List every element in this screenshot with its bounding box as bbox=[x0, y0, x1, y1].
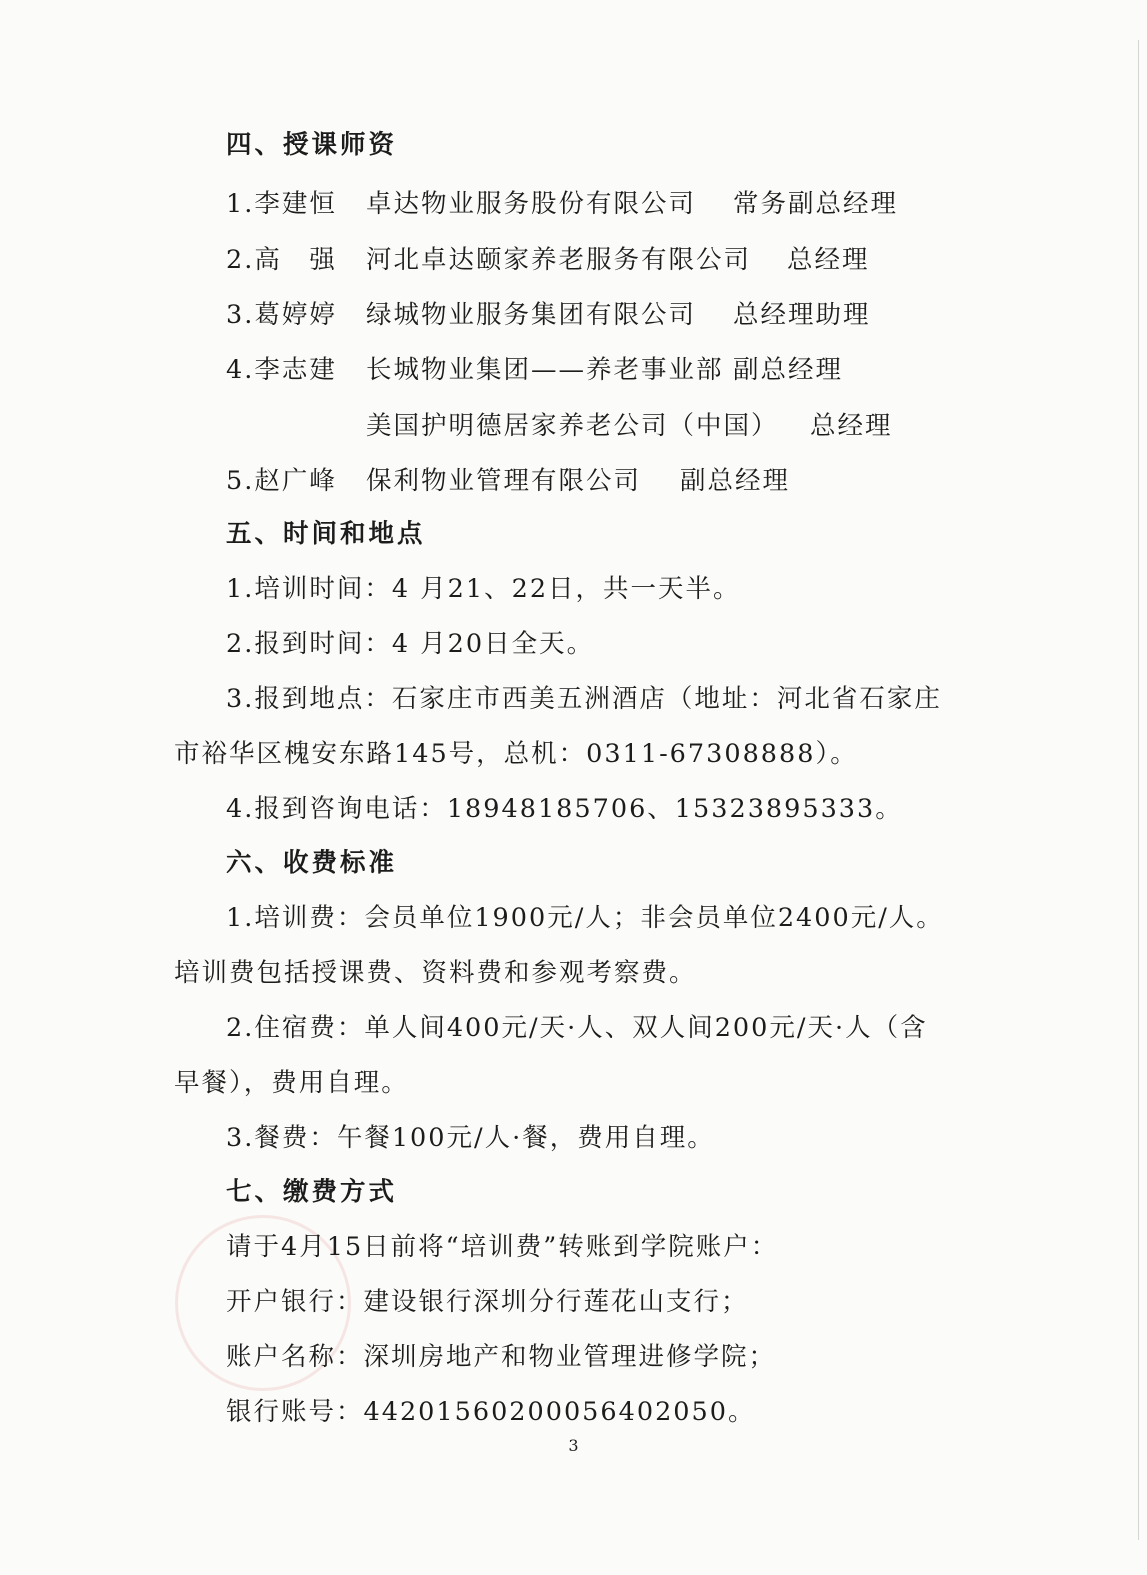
teacher-number: 5.赵广峰 bbox=[226, 466, 337, 496]
teacher-number: 3.葛婷婷 bbox=[226, 300, 337, 330]
teacher-company: 长城物业集团——养老事业部 bbox=[366, 355, 724, 385]
teacher-company: 美国护明德居家养老公司（中国） bbox=[366, 411, 779, 441]
teacher-company: 保利物业管理有限公司 bbox=[366, 466, 642, 496]
teacher-company: 河北卓达颐家养老服务有限公司 bbox=[366, 245, 752, 275]
bank-name: 开户银行：建设银行深圳分行莲花山支行； bbox=[226, 1287, 749, 1317]
account-number: 银行账号：44201560200056402050。 bbox=[226, 1397, 756, 1427]
lodging-fee: 2.住宿费：单人间400元/天·人、双人间200元/天·人（含 bbox=[226, 1013, 928, 1043]
teacher-number: 4.李志建 bbox=[226, 355, 337, 385]
teacher-company: 绿城物业服务集团有限公司 bbox=[366, 300, 697, 330]
section-heading-payment: 七、缴费方式 bbox=[226, 1177, 398, 1207]
registration-place-cont: 市裕华区槐安东路145号，总机：0311-67308888）。 bbox=[174, 739, 858, 769]
teacher-title: 总经理 bbox=[787, 245, 870, 275]
teacher-title: 常务副总经理 bbox=[733, 189, 899, 219]
teacher-title: 副总经理 bbox=[733, 355, 844, 385]
registration-phone: 4.报到咨询电话：18948185706、15323895333。 bbox=[226, 794, 903, 824]
training-time: 1.培训时间：4 月21、22日，共一天半。 bbox=[226, 574, 741, 604]
meal-fee: 3.餐费：午餐100元/人·餐，费用自理。 bbox=[226, 1123, 715, 1153]
account-name: 账户名称：深圳房地产和物业管理进修学院； bbox=[226, 1342, 777, 1372]
section-heading-fees: 六、收费标准 bbox=[226, 848, 398, 878]
registration-place: 3.报到地点：石家庄市西美五洲酒店（地址：河北省石家庄 bbox=[226, 684, 942, 714]
scan-edge-line bbox=[1138, 40, 1139, 1540]
teacher-company: 卓达物业服务股份有限公司 bbox=[366, 189, 697, 219]
registration-time: 2.报到时间：4 月20日全天。 bbox=[226, 629, 595, 659]
page-number: 3 bbox=[568, 1436, 579, 1455]
section-heading-time-place: 五、时间和地点 bbox=[226, 519, 426, 549]
teacher-number: 2.高 强 bbox=[226, 245, 337, 275]
training-fee-cont: 培训费包括授课费、资料费和参观考察费。 bbox=[174, 958, 697, 988]
payment-instruction: 请于4月15日前将“培训费”转账到学院账户： bbox=[226, 1232, 779, 1262]
teacher-title: 副总经理 bbox=[680, 466, 791, 496]
teacher-title: 总经理 bbox=[810, 411, 893, 441]
teacher-number: 1.李建恒 bbox=[226, 189, 337, 219]
lodging-fee-cont: 早餐），费用自理。 bbox=[174, 1068, 409, 1098]
section-heading-teachers: 四、授课师资 bbox=[226, 130, 398, 160]
teacher-title: 总经理助理 bbox=[733, 300, 871, 330]
training-fee: 1.培训费：会员单位1900元/人；非会员单位2400元/人。 bbox=[226, 903, 944, 933]
